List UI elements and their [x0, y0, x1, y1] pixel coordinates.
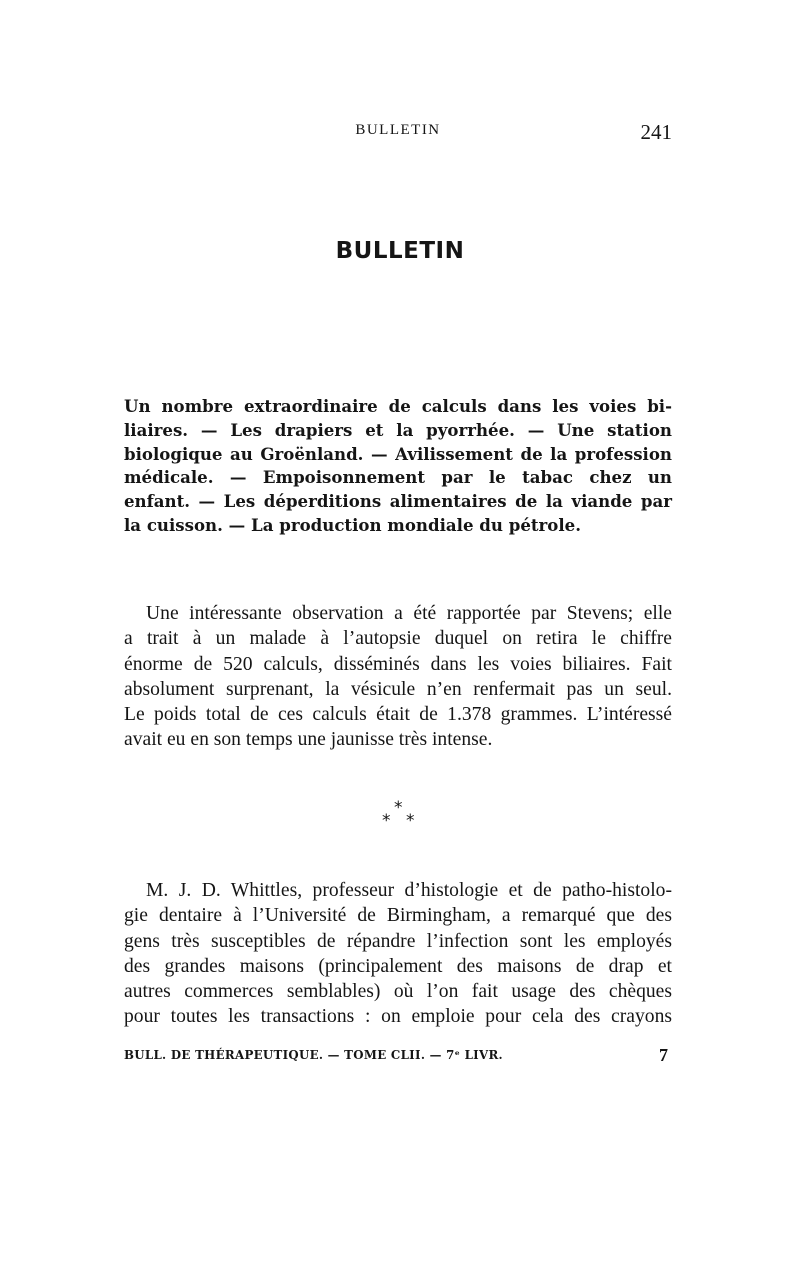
- summary-line: liaires. — Les drapiers et la pyorrhée. — Une station: [124, 419, 672, 440]
- section-title: BULLETIN: [335, 238, 465, 264]
- signature-mark: 7: [659, 1045, 668, 1065]
- summary-line: biologique au Groënland. — Avilissement de la profession: [124, 443, 672, 464]
- summary-line: Un nombre extraordinaire de calculs dans les voies bi-: [124, 396, 672, 416]
- running-title: BULLETIN: [355, 122, 441, 138]
- asterism-star: *: [406, 811, 415, 831]
- paragraph-line: pour toutes les transactions : on emploie pour cela des crayons: [124, 1006, 672, 1028]
- asterism-divider: [370, 800, 430, 830]
- paragraph-line: Une intéressante observation a été rapportée par Stevens; elle: [146, 603, 672, 624]
- summary-line: médicale. — Empoisonnement par le tabac chez un: [124, 467, 672, 488]
- running-head: [124, 120, 672, 144]
- asterism-star: *: [382, 811, 391, 831]
- paragraph-line: gie dentaire à l’Université de Birmingham, a remarqué que des: [124, 905, 672, 927]
- paragraph-whittles: [124, 878, 672, 1030]
- page-number: 241: [640, 120, 672, 144]
- paragraph-line: absolument surprenant, la vésicule n’en renfermait pas un seul.: [124, 678, 672, 700]
- paragraph-line: gens très susceptibles de répandre l’infection sont les employés: [124, 930, 672, 952]
- paragraph-line: avait eu en son temps une jaunisse très intense.: [124, 729, 493, 751]
- page-footer: [124, 1045, 672, 1067]
- paragraph-line: a trait à un malade à l’autopsie duquel on retira le chiffre: [124, 628, 672, 650]
- summary-line: la cuisson. — La production mondiale du pétrole.: [124, 514, 582, 535]
- asterism-star: *: [394, 798, 403, 818]
- paragraph-line: énorme de 520 calculs, disséminés dans les voies biliaires. Fait: [124, 653, 672, 675]
- summary-line: enfant. — Les déperditions alimentaires de la viande par: [124, 491, 672, 512]
- paragraph-line: Le poids total de ces calculs était de 1.378 grammes. L’intéressé: [124, 704, 672, 726]
- paragraph-stevens: [124, 601, 672, 753]
- paragraph-line: M. J. D. Whittles, professeur d’histologie et de patho-histolo-: [146, 880, 672, 901]
- footer-text: BULL. DE THÉRAPEUTIQUE. — TOME CLII. — 7ᵉ LIVR.: [124, 1048, 503, 1062]
- paragraph-line: autres commerces semblables) où l’on fait usage des chèques: [124, 981, 672, 1003]
- summary-block: [124, 395, 672, 538]
- paragraph-line: des grandes maisons (principalement des maisons de drap et: [124, 955, 672, 977]
